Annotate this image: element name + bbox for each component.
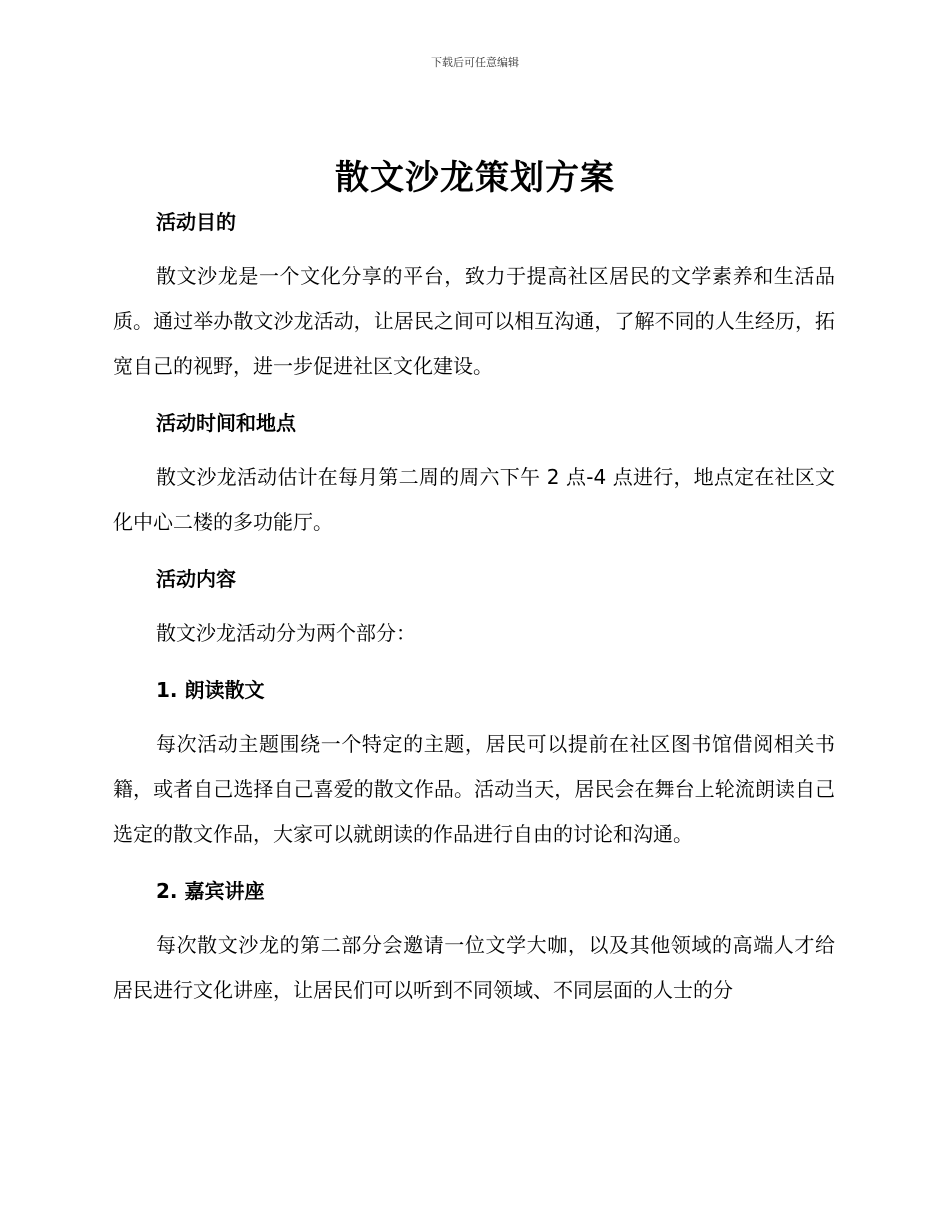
paragraph: 散文沙龙是一个文化分享的平台，致力于提高社区居民的文学素养和生活品质。通过举办散文沙龙活动，让居民之间可以相互沟通，了解不同的人生经历，拓宽自己的视野，进一步促进社区文化建设。 (113, 264, 835, 378)
section-heading: 2. 嘉宾讲座 (156, 879, 265, 903)
paragraph: 散文沙龙活动估计在每月第二周的周六下午 2 点-4 点进行，地点定在社区文化中心二楼的多功能厅。 (113, 465, 835, 534)
section-content (113, 559, 835, 656)
section-heading: 活动时间和地点 (156, 411, 296, 435)
section-heading: 活动内容 (156, 567, 236, 591)
paragraph: 每次活动主题围绕一个特定的主题，居民可以提前在社区图书馆借阅相关书籍，或者自己选择自己喜爱的散文作品。活动当天，居民会在舞台上轮流朗读自己选定的散文作品，大家可以就朗读的作品进行自由的讨论和沟通。 (113, 732, 835, 846)
section-reading (113, 670, 835, 857)
section-lecture (113, 871, 835, 1013)
document-title: 散文沙龙策划方案 (335, 158, 615, 198)
section-purpose (113, 202, 835, 389)
header-note: 下载后可任意编辑 (431, 56, 519, 69)
paragraph: 散文沙龙活动分为两个部分： (156, 621, 416, 645)
document-body (113, 202, 835, 1013)
paragraph: 每次散文沙龙的第二部分会邀请一位文学大咖，以及其他领域的高端人才给居民进行文化讲座，让居民们可以听到不同领域、不同层面的人士的分 (113, 933, 835, 1002)
section-time-place (113, 403, 835, 545)
section-heading: 1. 朗读散文 (156, 678, 265, 702)
section-heading: 活动目的 (156, 210, 236, 234)
